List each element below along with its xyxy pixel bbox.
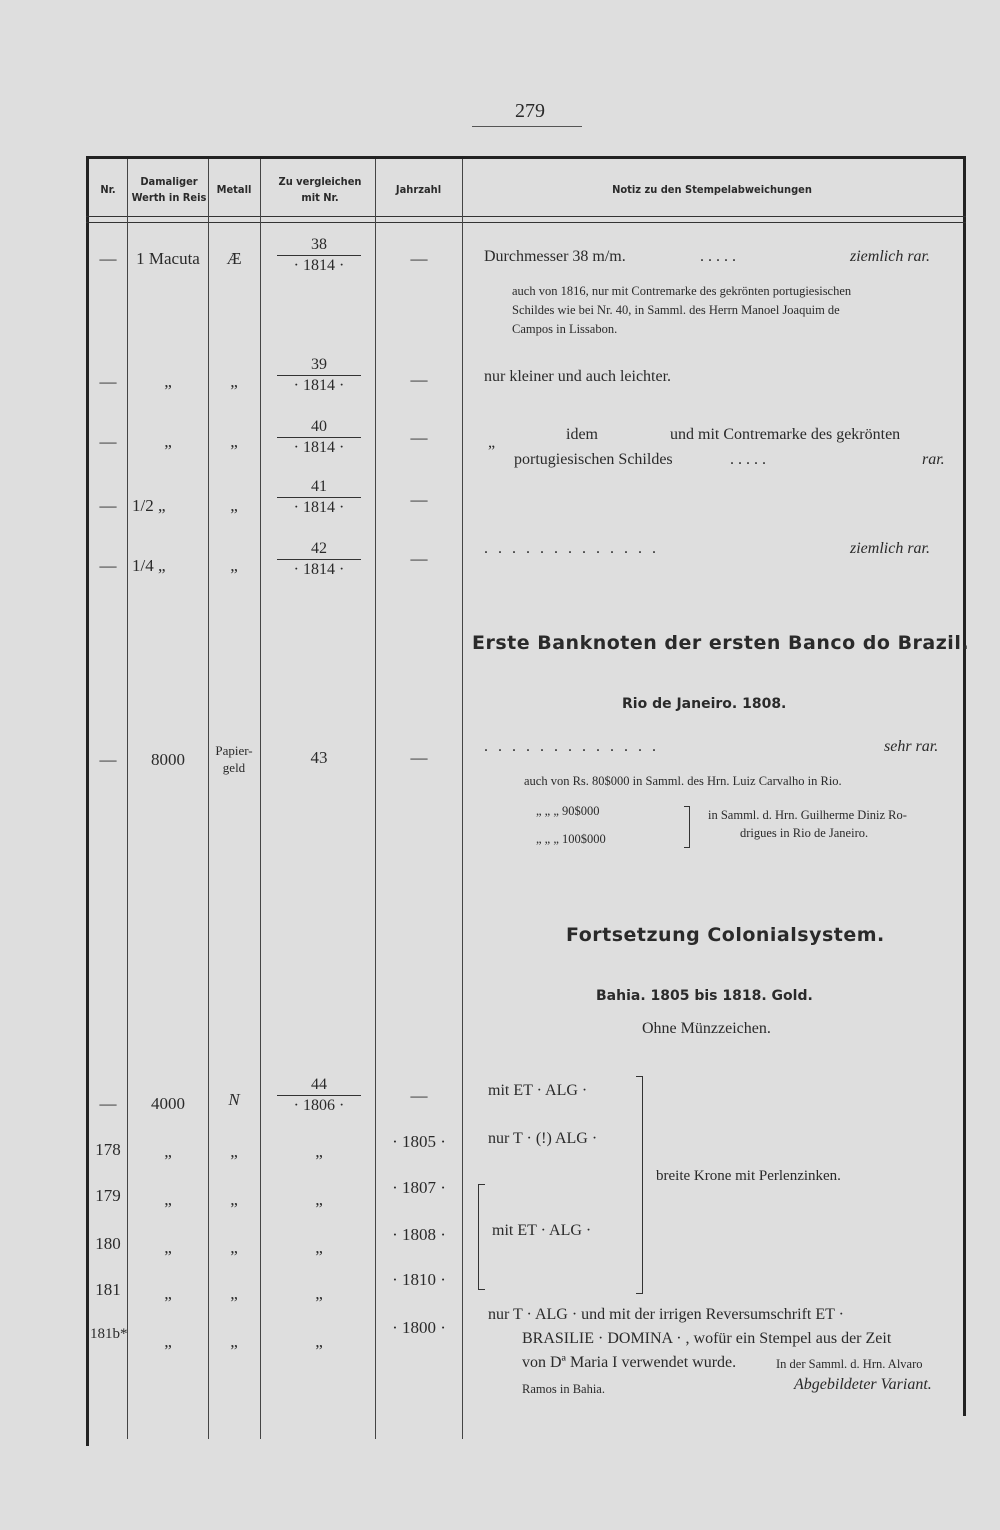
table-row-vergleich [277,1076,361,1115]
table-row-jahr: — [410,1086,428,1105]
table-row-nr: — [99,750,117,769]
section-heading: Fortsetzung Colonialsystem. [566,924,885,946]
page-number: 279 [515,100,545,122]
note-dots: . . . . . [700,248,736,265]
table-row-werth: „ [164,1332,172,1351]
table-row-jahr: — [410,428,428,447]
table-row-jahr: — [410,549,428,568]
note-line: in Samml. d. Hrn. Guilherme Diniz Ro- [708,808,907,822]
rarity-note: ziemlich rar. [850,248,930,265]
table-row-metall: „ [230,1142,238,1161]
table-row-werth: „ [164,1238,172,1257]
vergleich-number: 39 [277,356,361,376]
note-line: auch von 1816, nur mit Contremarke des gekrönten portugiesischen [512,284,852,298]
table-row-werth: 4000 [151,1094,185,1113]
table-row-werth: „ [164,1142,172,1161]
note-line: „ „ „ 90$000 [536,804,600,818]
note-text: mit ET · ALG · [492,1222,592,1239]
vergleich-year: · 1814 · [293,499,345,516]
page-number-rule [472,126,582,127]
brace [636,1076,643,1294]
note-line: „ „ „ 100$000 [536,832,606,846]
header-rule [86,216,966,217]
note-text: von Dª Maria I verwendet wurde. [522,1354,737,1371]
column-divider [260,159,261,1439]
table-row-vergleich [277,236,361,275]
section-subheading: Rio de Janeiro. 1808. [622,696,787,712]
note-text: Abgebildeter Variant. [794,1376,932,1393]
ditto-mark: „ [488,434,496,451]
table-row-nr: 181 [95,1280,121,1299]
table-row-jahr: — [410,370,428,389]
table-row-werth: 1/4 „ [132,556,166,575]
vergleich-number: 41 [277,478,361,498]
note-line: Schildes wie bei Nr. 40, in Samml. des Herrn Manoel Joaquim de [512,303,840,317]
header-werth: Damaliger Werth in Reis [131,175,207,204]
table-row-nr: — [99,556,117,575]
table-row-nr: — [99,249,117,268]
table-row-jahr: · 1807 · [392,1178,446,1197]
table-row-jahr: · 1800 · [392,1318,446,1337]
table-row-nr: — [99,372,117,391]
vergleich-number: 40 [277,418,361,438]
table-row-nr: 178 [95,1140,121,1159]
column-divider [375,159,376,1439]
section-subheading: Ohne Münzzeichen. [642,1020,771,1037]
table-row-metall: N [228,1090,240,1109]
table-row-metall: „ [230,1190,238,1209]
table-row-werth: 8000 [151,750,185,769]
note-line: In der Samml. d. Hrn. Alvaro [776,1357,923,1371]
vergleich-year: · 1814 · [293,257,345,274]
note-dots: . . . . . . . . . . . . . [484,540,659,557]
vergleich-year: · 1814 · [293,439,345,456]
rarity-note: ziemlich rar. [850,540,930,557]
table-row-vergleich [277,356,361,395]
table-row-metall: „ [230,1238,238,1257]
table-row-vergleich: „ [315,1190,323,1209]
rarity-note: sehr rar. [884,738,939,755]
note-text: nur kleiner und auch leichter. [484,368,672,385]
table-row-vergleich: 43 [310,748,328,767]
note-dots: . . . . . [730,451,766,468]
note-text: und mit Contremarke des gekrönten [670,426,901,443]
table-row-metall: Æ [226,249,242,268]
table-row-vergleich: „ [315,1332,323,1351]
header-metall: Metall [216,183,252,196]
vergleich-year: · 1814 · [293,377,345,394]
table-row-metall: „ [230,1284,238,1303]
table-row-metall: Papier-geld [215,743,253,775]
note-text: portugiesischen Schildes [514,451,673,468]
vergleich-number: 44 [277,1076,361,1096]
note-text: nur T · ALG · und mit der irrigen Reversumschrift ET · [488,1306,844,1323]
brace [478,1184,485,1290]
note-text: idem [566,426,598,443]
note-text: breite Krone mit Perlenzinken. [656,1168,841,1184]
table-row-werth: „ [164,372,172,391]
table-row-vergleich [277,418,361,457]
vergleich-number: 38 [277,236,361,256]
table-row-nr: 181b* [90,1326,128,1342]
table-row-metall: „ [230,496,238,515]
table-row-jahr: · 1805 · [392,1132,446,1151]
header-jahrzahl: Jahrzahl [395,183,442,196]
table-row-jahr: · 1810 · [392,1270,446,1289]
section-subheading: Bahia. 1805 bis 1818. Gold. [596,988,813,1004]
note-text: Durchmesser 38 m/m. [484,248,626,265]
table-row-nr: — [99,432,117,451]
header-notiz: Notiz zu den Stempelabweichungen [612,183,812,196]
note-line: Ramos in Bahia. [522,1382,605,1396]
table-row-jahr: · 1808 · [392,1225,446,1244]
table-row-nr: 179 [95,1186,121,1205]
table-row-jahr: — [410,748,428,767]
table-row-werth: „ [164,432,172,451]
table-row-vergleich [277,478,361,517]
table-row-werth: „ [164,1190,172,1209]
note-line: auch von Rs. 80$000 in Samml. des Hrn. Luiz Carvalho in Rio. [524,774,842,788]
note-text: nur T · (!) ALG · [488,1130,598,1147]
table-row-metall: „ [230,432,238,451]
table-right-border [963,156,966,1416]
table-row-werth: 1/2 „ [132,496,166,515]
table-row-vergleich [277,540,361,579]
table-row-nr: — [99,496,117,515]
rarity-note: rar. [922,451,945,468]
table-row-metall: „ [230,1332,238,1351]
header-vergleich: Zu vergleichen mit Nr. [278,175,362,204]
vergleich-year: · 1814 · [293,561,345,578]
vergleich-number: 42 [277,540,361,560]
table-row-jahr: — [410,490,428,509]
table-row-vergleich: „ [315,1238,323,1257]
table-top-border [86,156,966,159]
header-nr: Nr. [100,183,116,196]
table-row-metall: „ [230,372,238,391]
table-row-nr: — [99,1094,117,1113]
header-rule-double [86,222,966,223]
note-line: drigues in Rio de Janeiro. [740,826,869,840]
table-row-werth: „ [164,1284,172,1303]
brace [684,806,690,848]
table-row-vergleich: „ [315,1284,323,1303]
vergleich-year: · 1806 · [293,1097,345,1114]
note-line: Campos in Lissabon. [512,322,618,336]
note-text: mit ET · ALG · [488,1082,588,1099]
table-row-vergleich: „ [315,1142,323,1161]
note-text: BRASILIE · DOMINA · , wofür ein Stempel aus der Zeit [522,1330,892,1347]
table-row-werth: 1 Macuta [136,249,200,268]
table-row-metall: „ [230,556,238,575]
note-dots: . . . . . . . . . . . . . [484,738,659,755]
column-divider [462,159,463,1439]
table-row-jahr: — [410,249,428,268]
table-row-nr: 180 [95,1234,121,1253]
section-heading: Erste Banknoten der ersten Banco do Brazil. [472,632,970,654]
